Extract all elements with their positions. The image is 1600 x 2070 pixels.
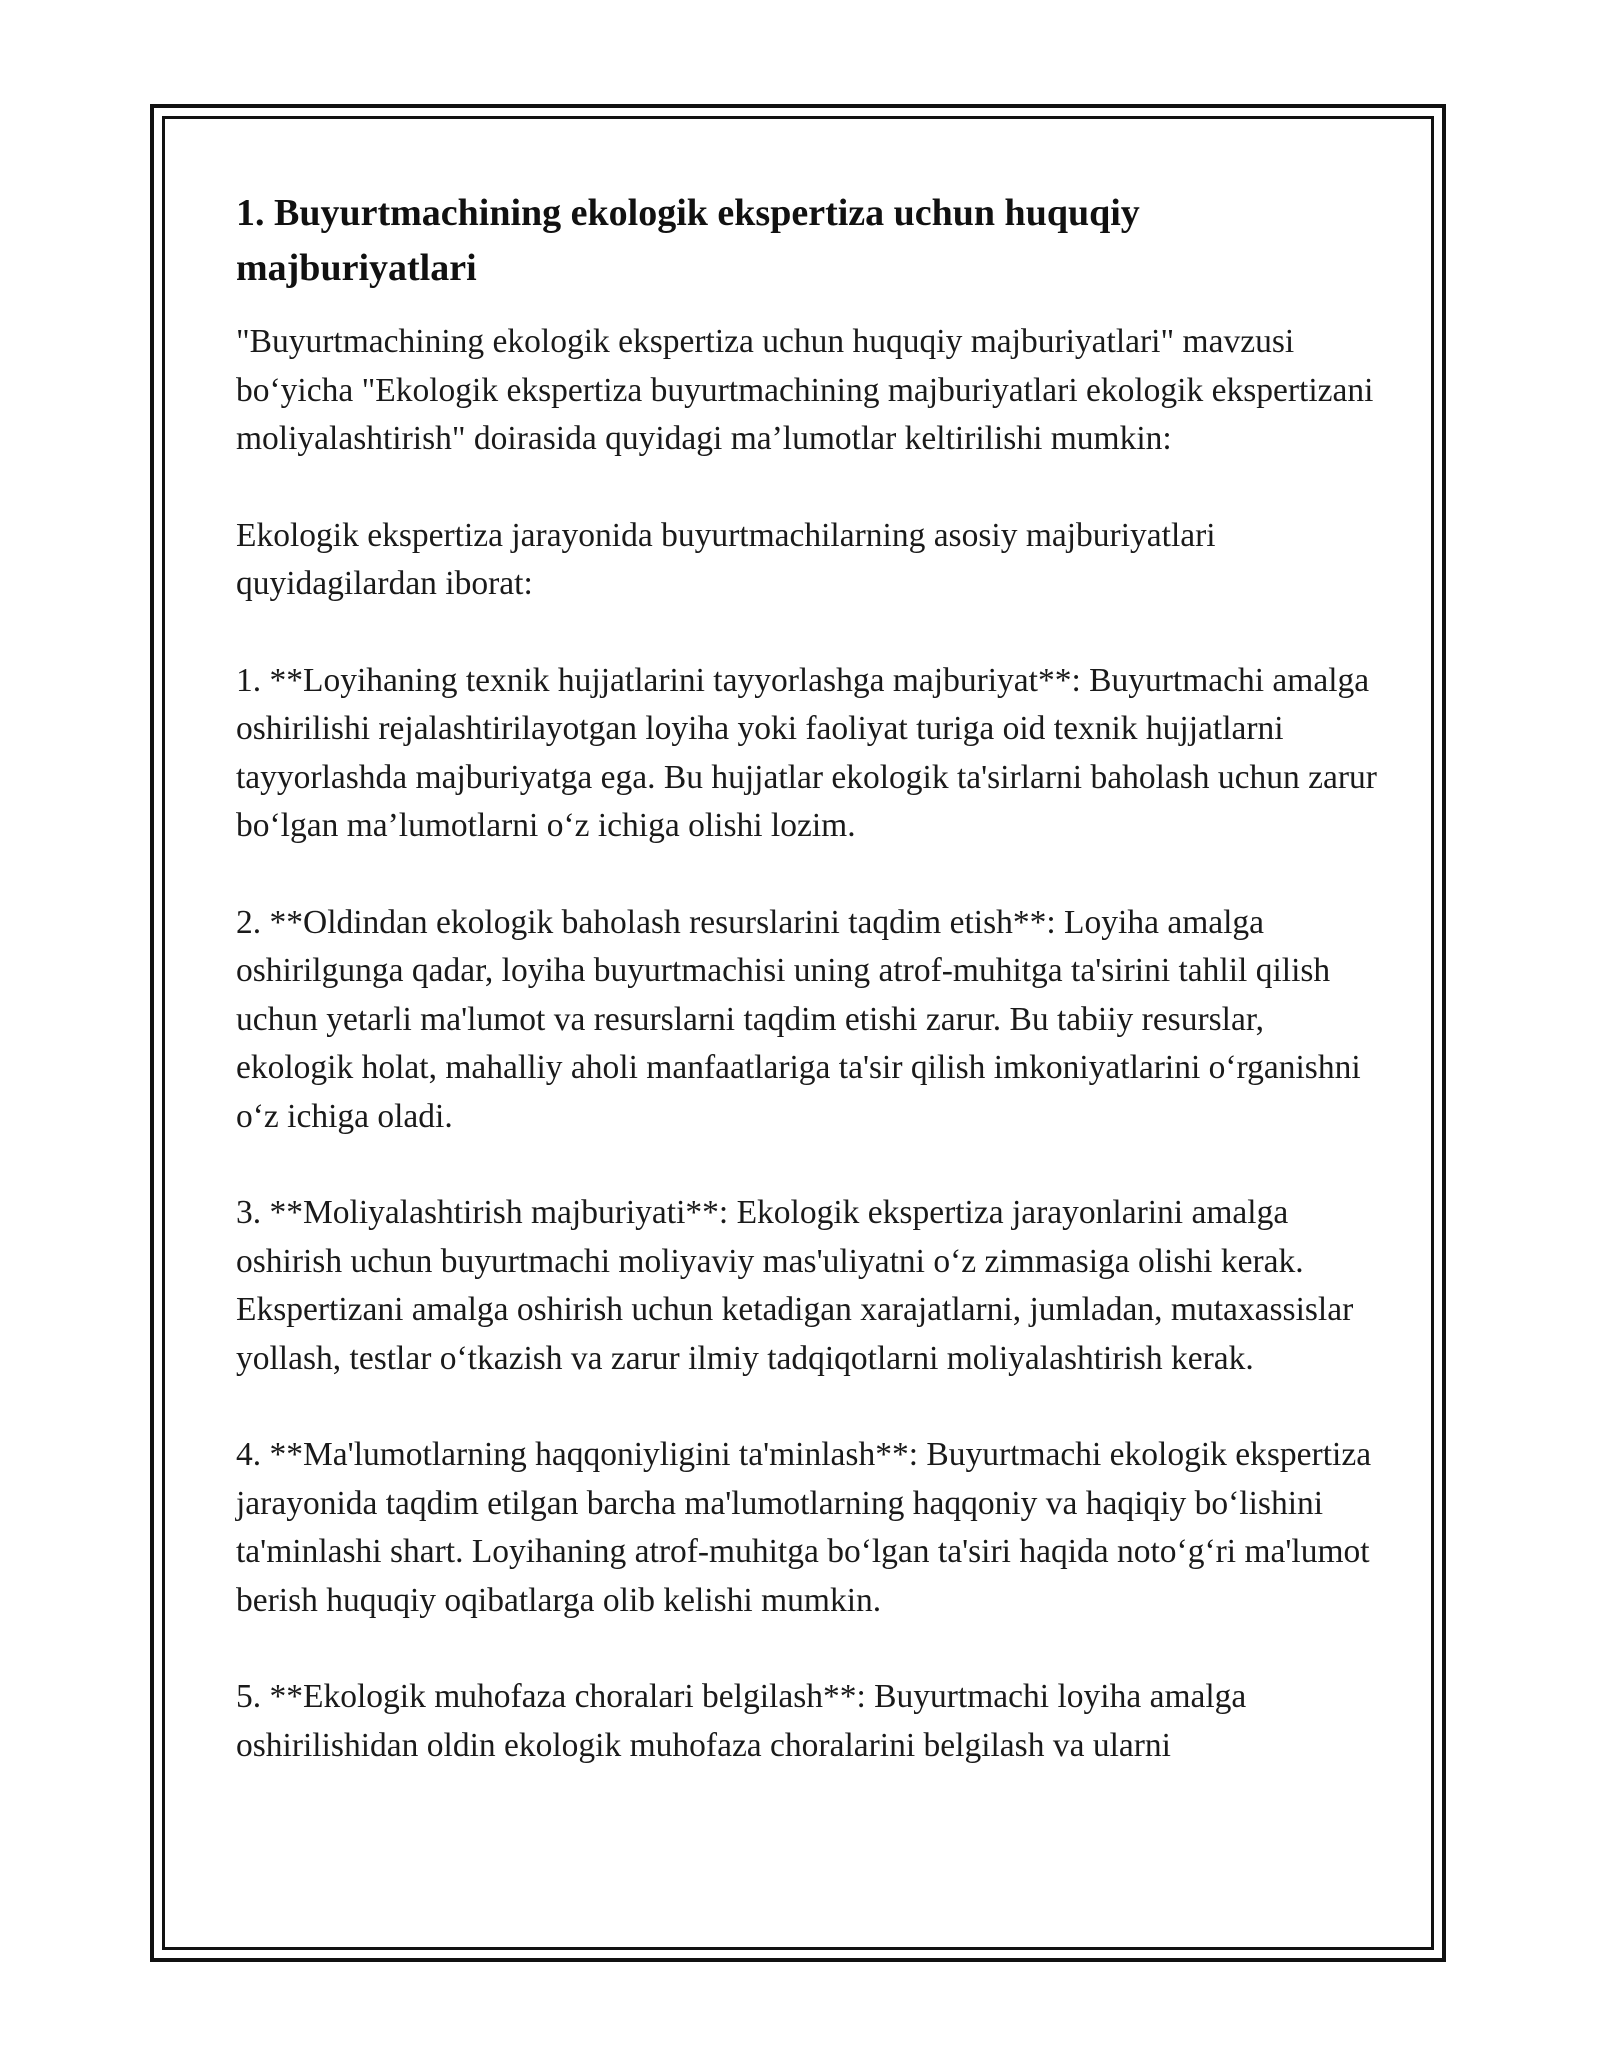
document-body [236,186,1380,1818]
obligation-item-1: 1. **Loyihaning texnik hujjatlarini tayyorlashga majburiyat**: Buyurtmachi amalga oshirilishi rejalashtirilayotgan loyiha yoki faoliyat turiga oid texnik hujjatlarni tayyorlashda majburiyatga ega. Bu hujjatlar ekologik ta'sirlarni baholash uchun zarur bo‘lgan ma’lumotlarni o‘z ichiga olishi lozim. [236,661,1377,844]
obligation-item-5: 5. **Ekologik muhofaza choralari belgilash**: Buyurtmachi loyiha amalga oshirilishidan oldin ekologik muhofaza choralarini belgilash va ularni [236,1678,1247,1764]
obligation-item-3: 3. **Moliyalashtirish majburiyati**: Ekologik ekspertiza jarayonlarini amalga oshirish uchun buyurtmachi moliyaviy mas'uliyatni o‘z zimmasiga olishi kerak. Ekspertizani amalga oshirish uchun ketadigan xarajatlarni, jumladan, mutaxassislar yollash, testlar o‘tkazish va zarur ilmiy tadqiqotlarni moliyalashtirish kerak. [236,1194,1354,1377]
intro-paragraph: "Buyurtmachining ekologik ekspertiza uchun huquqiy majburiyatlari" mavzusi bo‘yicha "Ekologik ekspertiza buyurtmachining majburiyatlari ekologik ekspertizani moliyalashtirish" doirasida quyidagi ma’lumotlar keltirilishi mumkin: [236,323,1374,457]
section-heading: 1. Buyurtmachining ekologik ekspertiza uchun huquqiy majburiyatlari [236,192,1140,289]
obligation-item-2: 2. **Oldindan ekologik baholash resurslarini taqdim etish**: Loyiha amalga oshirilgunga qadar, loyiha buyurtmachisi uning atrof-muhitga ta'sirini tahlil qilish uchun yetarli ma'lumot va resurslarni taqdim etishi zarur. Bu tabiiy resurslar, ekologik holat, mahalliy aholi manfaatlariga ta'sir qilish imkoniyatlarini o‘rganishni o‘z ichiga oladi. [236,903,1361,1135]
obligation-item-4: 4. **Ma'lumotlarning haqqoniyligini ta'minlash**: Buyurtmachi ekologik ekspertiza jarayonida taqdim etilgan barcha ma'lumotlarning haqqoniy va haqiqiy bo‘lishini ta'minlashi shart. Loyihaning atrof-muhitga bo‘lgan ta'siri haqida noto‘g‘ri ma'lumot berish huquqiy oqibatlarga olib kelishi mumkin. [236,1436,1372,1619]
obligations-intro-paragraph: Ekologik ekspertiza jarayonida buyurtmachilarning asosiy majburiyatlari quyidagilardan iborat: [236,516,1216,602]
